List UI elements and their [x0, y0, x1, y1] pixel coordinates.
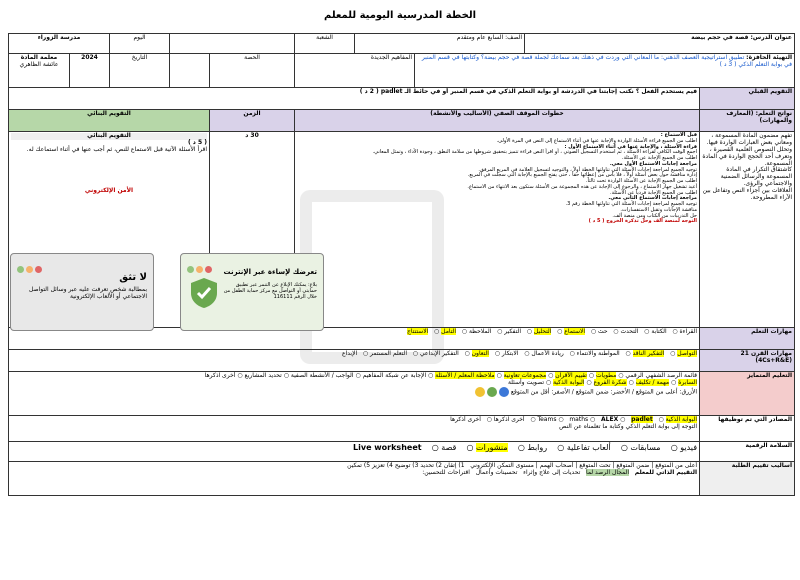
diff-tag: البوابة الذكية: [553, 378, 585, 386]
period-label: الحصة: [244, 54, 260, 61]
face-icon-green: [487, 387, 497, 397]
prior-assessment-cell: [9, 88, 700, 110]
resource-item: padlet: [631, 416, 653, 423]
formative-header: التقويم البنائي: [87, 110, 131, 117]
outcomes-cell: [700, 132, 795, 328]
steps-header: خطوات الموقف الصفي (الأساليب والأنشطة): [430, 110, 564, 117]
resource-item: Teams: [537, 416, 557, 423]
outcomes-header-cell: [700, 110, 795, 132]
skill-item: الملاحظة: [468, 328, 492, 335]
skills21-item: التواصل: [677, 350, 698, 357]
grade-cell: [355, 34, 525, 54]
skills21-item: التفكير الناقد: [632, 350, 665, 357]
diff-tag: السابرة: [678, 378, 698, 386]
skills21-item: المواطنة والانتماء: [576, 350, 620, 357]
resource-detail: التوجه إلى بوابة التعلم الذكي وكتابة ما تعلمناه عن النص: [559, 422, 698, 430]
skill-item: التأمل: [441, 328, 457, 335]
hook-label: التهيئة الحافزة:: [746, 54, 793, 61]
skills21-item: التعلم المستمر: [370, 350, 408, 357]
skills21-cell: التواصل ○ التفكير الناقد ○ المواطنة والانتماء ○ ريادة الأعمال ○ الابتكار ○ التعاون ○ التفكير الإبداعي ○ التعلم المستمر ○ الإبداع: [9, 350, 700, 372]
skills21-label-cell: [700, 350, 795, 372]
prior-assessment-label: التقويم القبلي: [748, 88, 793, 95]
skill-item: القراءة: [679, 328, 698, 335]
diff-item: ملاحظة المعلم / الأسئلة: [435, 372, 495, 379]
digital-item: Live worksheet: [353, 443, 422, 452]
skills-label: مهارات التعلم: [751, 328, 793, 335]
teacher-label: معلمة المادة: [20, 54, 58, 61]
skills21-item: الابتكار: [501, 350, 519, 357]
time-header: الزمن: [243, 110, 261, 117]
safety-right-title: تعرضك لإساءة عبر الإنترنت: [223, 268, 317, 276]
note-item: تحديات إلى علاج وإثراء: [523, 468, 581, 476]
steps-header-cell: [295, 110, 700, 132]
level-item: أصحاب الهمم: [539, 462, 574, 469]
step-item: اطلب من الجميع الإجابة فردياً عن الأسئلة.: [609, 189, 698, 196]
skills-cell: القراءة ○ الكتابة ○ التحدث ○ حث ○ الاستماع ○ التحليل ○ التفكير ○ الملاحظة ○ التأمل ○ الاستنتاج: [9, 328, 700, 350]
school-cell: [9, 34, 110, 54]
step-item: اطلب من الجميع قراءة الأسئلة الواردة والإجابة عنها في أثناء الاستماع إلى النص في المرة الأولى.: [496, 137, 698, 144]
prior-assessment-text: فيم يستخدم الفعل ؟ نكتب إجابتنا في الدردشة أو بوابة التعلم الذكي في قسم المنبر أو في حائط الـ padlet ( 2 د ): [359, 88, 698, 95]
safety-card-left: [10, 253, 154, 331]
scale-item: 3) توضيح: [394, 462, 419, 469]
lesson-title: عنوان الدرس: قصة في حجم بيضة: [691, 34, 793, 41]
school-label: مدرسة الزوراء: [37, 34, 81, 41]
skill-item: الاستنتاج: [407, 328, 429, 335]
bloom-legend: الأزرق: أعلى من المتوقع / الأخضر: ضمن المتوقع / الأصفر: أقل من المتوقع: [510, 388, 698, 396]
outcomes-header: نواتج التعلم: (المعارف والمهارات): [726, 110, 793, 124]
resource-item: أخرى أذكرها: [450, 416, 481, 423]
date-label: التاريخ: [131, 54, 148, 61]
performance-label: أساليب تقييم الطلبة: [731, 462, 793, 469]
skills21-item: التعاون: [471, 350, 489, 357]
step-item: مراجعة إجابات الاستماع الأول معي.: [609, 160, 698, 167]
differentiation-label: التعليم المتمايز: [747, 372, 793, 379]
teacher-name: عائشة الظاهري: [19, 60, 59, 68]
suggestions-label: اقتراحات للتحسين:: [422, 468, 470, 476]
resource-item: maths: [569, 416, 589, 423]
diff-item: الواجب / الأنشطة الصفية: [290, 372, 354, 379]
outcome-item: تفهم مضمون المادة المسموعة ، ومعاني بعض العبارات الواردة فيها.: [706, 132, 793, 146]
skills21-label: مهارات القرن 21 (4Cs+R&E): [740, 350, 793, 364]
formative-text: اقرأ الأسئلة الآتية قبل الاستماع للنص، ثم أجب عنها في أثناء استماعك له.: [26, 145, 207, 153]
level-item: تحت المتوقع: [579, 462, 611, 469]
safety-left-text: بمطالبة شخص تعرفت عليه عبر وسائل التواصل الاجتماعي أو الألعاب الإلكترونية: [28, 286, 147, 300]
new-concepts: المفاهيم الجديدة: [370, 54, 413, 61]
scale-item: 1) إتقان: [443, 462, 465, 469]
skills21-item: التفكير الإبداعي: [419, 350, 459, 357]
step-item: اجمع الوقت الكافي لقراءة الأسئلة ، ثم استخدم التسجيل الصوتي ، أو اقرأ النص قراءة تتميز بتحقيق شروطها من سلامة النطق ، وجودة الأداء ، وتمثل المعاني.: [372, 149, 698, 156]
page-title: الخطة المدرسية اليومية للمعلم: [323, 10, 477, 21]
diff-tag: مهمة / تكليف: [635, 378, 670, 386]
skill-item: التفكير: [504, 328, 521, 335]
day-label-cell: [110, 34, 170, 54]
year-value: 2024: [81, 54, 98, 61]
note-item: تحسينات وأعمال: [475, 468, 518, 476]
diff-item: تقييم الأقران: [555, 372, 587, 379]
dot-icon: [196, 266, 203, 273]
step-item: توجيه الجميع لمراجعة إجابات الأسئلة التي تناولتها الخطة رقم 3.: [565, 201, 698, 207]
note-item: المجال الرصد لما: [585, 468, 629, 476]
skills21-item: ريادة الأعمال: [531, 350, 564, 357]
skill-item: حث: [597, 328, 608, 335]
face-icon-blue: [499, 387, 509, 397]
concepts-cell: [295, 54, 415, 88]
skill-item: التحليل: [533, 328, 552, 335]
level-item: ضمن المتوقع: [616, 462, 650, 469]
diff-item: مجموعات تعاونية: [503, 372, 547, 379]
scale-item: 5) تمكين: [347, 462, 371, 469]
dot-icon: [187, 266, 194, 273]
digital-item: فيديو: [680, 443, 698, 452]
resources-label-cell: [700, 416, 795, 442]
safety-heading: الأمن الإلكتروني: [84, 186, 134, 194]
diff-item: الإجابة عن شبكة المفاهيم: [362, 372, 427, 379]
differentiation-cell: قائمة الرصد الشفهي الرقمي ○ مطويات ○ تقييم الأقران ○ مجموعات تعاونية ○ ملاحظة المعلم / الأسئلة ○ الإجابة عن شبكة المفاهيم ○ الواجب / الأنشطة الصفية ○ تحديد المشاريع ○ أخرى اذكرها السابرة ○ مهمة / تكليف ○ شكرة الفروع ○ البوابة الذكية ○ تصويت وأسئلة الأزرق: أعلى من المتوقع / الأخضر: ضمن المتوقع / الأصفر: أقل من المتوقع: [9, 372, 700, 416]
performance-cell: أعلى من المتوقع | ضمن المتوقع | تحت المتوقع | أصحاب الهمم | مستوى التمكن الإلكتروني 1) إتقان 2) تحديد 3) توضيح 4) تعزيز 5) تمكين التقييم الذاتي للمعلم المجال الرصد لما تحديات إلى علاج وإثراء تحسينات وأعمال اقتراحات للتحسين:: [9, 462, 700, 496]
window-dots: [187, 258, 214, 277]
digital-safety-cell: فيديو ○ مسابقات ○ ألعاب تفاعلية ○ روابط ○ منشورات ○ قصة ○ Live worksheet: [9, 442, 700, 462]
step-item: اطلب من الجميع الإجابة عن الأسئلة الواردة تحت ثالثاً.: [585, 178, 698, 184]
skills21-item: الإبداع: [342, 350, 358, 357]
time-value: 30 د: [245, 132, 259, 139]
step-item: قبل الاستماع :: [660, 132, 698, 138]
steps-cell: [295, 132, 700, 328]
section-label: الشعبة: [316, 34, 333, 41]
outcome-item: كاشتقاق التكرار في المادة المسموعة والرسائل الضمنية والاجتماعي والرؤى.: [720, 166, 793, 188]
lesson-title-cell: [525, 34, 795, 54]
skill-item: الكتابة: [651, 328, 667, 335]
teacher-cell: [9, 54, 70, 88]
year-cell: [70, 54, 110, 88]
period-label-cell: [210, 54, 295, 88]
step-item: أعيد تشغيل جهاز الاستماع ، والرجوع إلى الإجابة عن هذه المجموعة من الأسئلة ستكون بعد الانتهاء من الاستماع.: [467, 183, 698, 190]
hook-text: تطبيق استراتيجية العصف الذهني: ما المعاني التي وردت في ذهنك بعد سماعك لجملة قصة في حجم بيضة؟ وكتابتها في قسم المنبر في بوابة التعلم الذكي ( 3 د ): [421, 54, 793, 68]
shield-check-icon: [189, 276, 219, 310]
step-item: قراءة الأسئلة ، والإجابة عنها في أثناء الاستماع الأول :: [564, 143, 698, 150]
resource-item: أخرى اذكرها: [493, 416, 525, 423]
step-item: مراجعة إجابات الاستماع الثاني معي.: [608, 195, 698, 202]
diff-item: قائمة الرصد الشفهي الرقمي: [625, 372, 698, 379]
diff-item: مطويات: [595, 372, 617, 379]
performance-label-cell: [700, 462, 795, 496]
step-item: توجيه الجميع لمراجعة إجابات الأسئلة التي تناولتها الخطة أولاً ، والتوجيه لتسجيل العلامة في المربع المرفق.: [478, 166, 698, 173]
scale-item: 4) تعزيز: [371, 462, 393, 469]
hook-cell: [415, 54, 795, 88]
step-item: مناقشة الإجابات وتقبل الاستفسارات.: [620, 206, 698, 213]
reflection-label: التقييم الذاتي للمعلم: [634, 468, 698, 476]
scale-item: 2) تحديد: [420, 462, 442, 469]
step-item: إدارة مناقشة حول بعض أسئلة أولاً ، فلا بأس من إعطائها حقاً ، حتى يفتح الجميع بالإجابة التي سجلت في المربع.: [467, 172, 698, 179]
level-item: مستوى التمكن الإلكتروني: [470, 462, 534, 469]
diff-item: تحديد المشاريع: [244, 372, 282, 379]
level-item: أعلى من المتوقع: [655, 462, 698, 469]
safety-left-title: لا تثق: [119, 272, 147, 283]
skill-item: التحدث: [620, 328, 639, 335]
dot-icon: [205, 266, 212, 273]
digital-item: ألعاب تفاعلية: [566, 443, 611, 452]
outcome-item: وتحلل النصوص العلمية القصيرة ، وتعرف أحد الحجج الواردة في المادة المسموعة.: [702, 145, 793, 167]
safety-right-text: بلاغ: يمكنك الإبلاغ عن التنمر عبر تطبيق حمايتي أو التواصل مع مركز حماية الطفل من خلال الرقم 116111: [223, 282, 317, 300]
resource-item: ALEX: [601, 416, 619, 423]
differentiation-label-cell: [700, 372, 795, 416]
digital-item: منشورات: [476, 443, 508, 452]
step-item: اطلب من الجميع الإجابة عن الأسئلة.: [621, 155, 698, 161]
section-value-cell: [170, 34, 295, 54]
skills-label-cell: [700, 328, 795, 350]
day-label: اليوم: [133, 34, 146, 41]
step-item: حل التدريبات من الكتاب ومن منصة ألف.: [612, 212, 698, 219]
grade-text: الصف: السابع عام ومتقدم: [456, 34, 523, 41]
prior-assessment-label-cell: [700, 88, 795, 110]
formative-header-cell: [9, 110, 210, 132]
outcome-item: العلاقات بين أجزاء النص وتفاعل بين الآراء المطروحة.: [702, 187, 793, 202]
safety-card-right: [180, 253, 324, 331]
digital-safety-label-cell: [700, 442, 795, 462]
digital-item: مسابقات: [630, 443, 661, 452]
section-label-cell: [295, 34, 355, 54]
digital-safety-label: السلامة الرقمية: [745, 442, 793, 449]
diff-item: أخرى اذكرها: [204, 372, 236, 379]
digital-item: قصة: [441, 443, 457, 452]
resources-cell: البوابة الذكية ○ Teams ○ maths ○ ALEX ○ padlet ○ أخرى اذكرها ○ أخرى أذكرها التوجه إلى بوابة التعلم الذكي وكتابة ما تعلمناه عن النص: [9, 416, 700, 442]
formative-minutes: ( 5 د ): [187, 138, 207, 146]
date-label-cell: [110, 54, 170, 88]
diff-tag: تصويت وأسئلة: [507, 378, 545, 386]
resources-label: المصادر التي تم توظيفها: [718, 416, 793, 423]
time-header-cell: [210, 110, 295, 132]
digital-item: روابط: [527, 443, 548, 452]
step-item: التوجه لمنصة ألف وحل تذكرة الخروج ( 5 د ): [588, 218, 698, 225]
formative-title: التقويم البنائي: [11, 133, 207, 140]
skill-item: الاستماع: [564, 328, 586, 335]
face-icon-yellow: [475, 387, 485, 397]
resource-item: البوابة الذكية: [665, 416, 698, 423]
diff-tag: شكرة الفروع: [593, 378, 627, 386]
period-value-cell: [170, 54, 210, 88]
